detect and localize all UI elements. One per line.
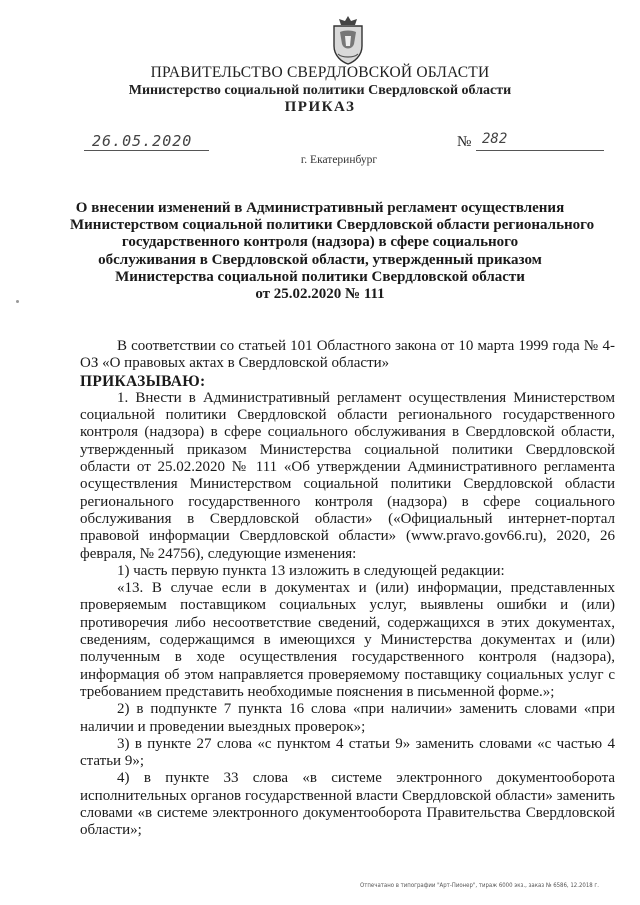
- intro-paragraph: В соответствии со статьей 101 Областного закона от 10 марта 1999 года № 4-ОЗ «О правовых актах в Свердловской области»: [80, 338, 615, 372]
- subitem-4: 4) в пункте 33 слова «в системе электронного документооборота исполнительных органов государственной власти Свердловской области» заменить словами «в системе электронного документооборота Правительства Свердловской области»;: [80, 770, 615, 839]
- date-underline: [84, 150, 209, 151]
- scan-speck: [16, 300, 19, 303]
- order-subject: [70, 200, 595, 303]
- subitem-3: 3) в пункте 27 слова «с пунктом 4 статьи 9» заменить словами «с частью 4 статьи 9»;: [80, 735, 615, 770]
- subject-line: обслуживания в Свердловской области, утвержденный приказом: [98, 251, 542, 268]
- order-body: [80, 338, 615, 840]
- order-keyword: ПРИКАЗЫВАЮ:: [80, 372, 206, 390]
- subitem-1: 1) часть первую пункта 13 изложить в следующей редакции:: [117, 562, 505, 579]
- item-1-paragraph: 1. Внести в Административный регламент осуществления Министерством социальной политики Свердловской области регионального государственного контроля (надзора) в сфере социального обслуживания в Свердловской области, утвержденный приказом Министерства социальной политики Свердловской области от 25.02.2020 № 111 «Об утверждении Административного регламента осуществления Министерством социальной политики Свердловской области регионального государственного контроля (надзора) в сфере социального обслуживания в Свердловской области» («Официальный интернет-портал правовой информации Свердловской области» (www.pravo.gov66.ru), 2020, 26 февраля, № 24756), следующие изменения:: [80, 389, 615, 562]
- order-heading: ПРИКАЗ: [284, 99, 356, 115]
- subject-line: государственного контроля (надзора) в сфере социального: [121, 234, 519, 251]
- quote-point-13: «13. В случае если в документах и (или) информации, представленных проверяемым поставщиком социальных услуг, выявлены ошибки и (или) противоречия либо несоответствие сведений, содержащихся в этих документах, сведениям, содержащимся в имеющихся у Министерства документах и (или) полученным в ходе осуществления государственного контроля (надзора), информация об этом направляется проверяемому поставщику социальных услуг с требованием представить необходимые пояснения в письменной форме.»;: [80, 580, 615, 700]
- city-label: г. Екатеринбург: [300, 154, 378, 166]
- subject-line: Министерства социальной политики Свердловской области: [115, 268, 525, 285]
- ministry-title: Министерство социальной политики Свердловской области: [128, 83, 512, 98]
- subject-line: от 25.02.2020 № 111: [255, 286, 385, 303]
- subject-line: О внесении изменений в Административный регламент осуществления: [75, 200, 565, 216]
- order-number: 282: [482, 131, 508, 147]
- number-sign: №: [457, 134, 472, 150]
- subitem-2: 2) в подпункте 7 пункта 16 слова «при наличии» заменить словами «при наличии и проведении выездных проверок»;: [80, 701, 615, 735]
- number-underline: [476, 150, 604, 151]
- subject-line: Министерством социальной политики Свердловской области регионального: [70, 217, 595, 234]
- order-date: 26.05.2020: [92, 132, 193, 150]
- print-footer: Отпечатано в типографии "Арт-Пионер", тираж 6000 экз., заказ № 6586, 12.2018 г.: [360, 882, 599, 889]
- government-title: ПРАВИТЕЛЬСТВО СВЕРДЛОВСКОЙ ОБЛАСТИ: [150, 64, 490, 81]
- coat-of-arms-icon: [328, 14, 368, 66]
